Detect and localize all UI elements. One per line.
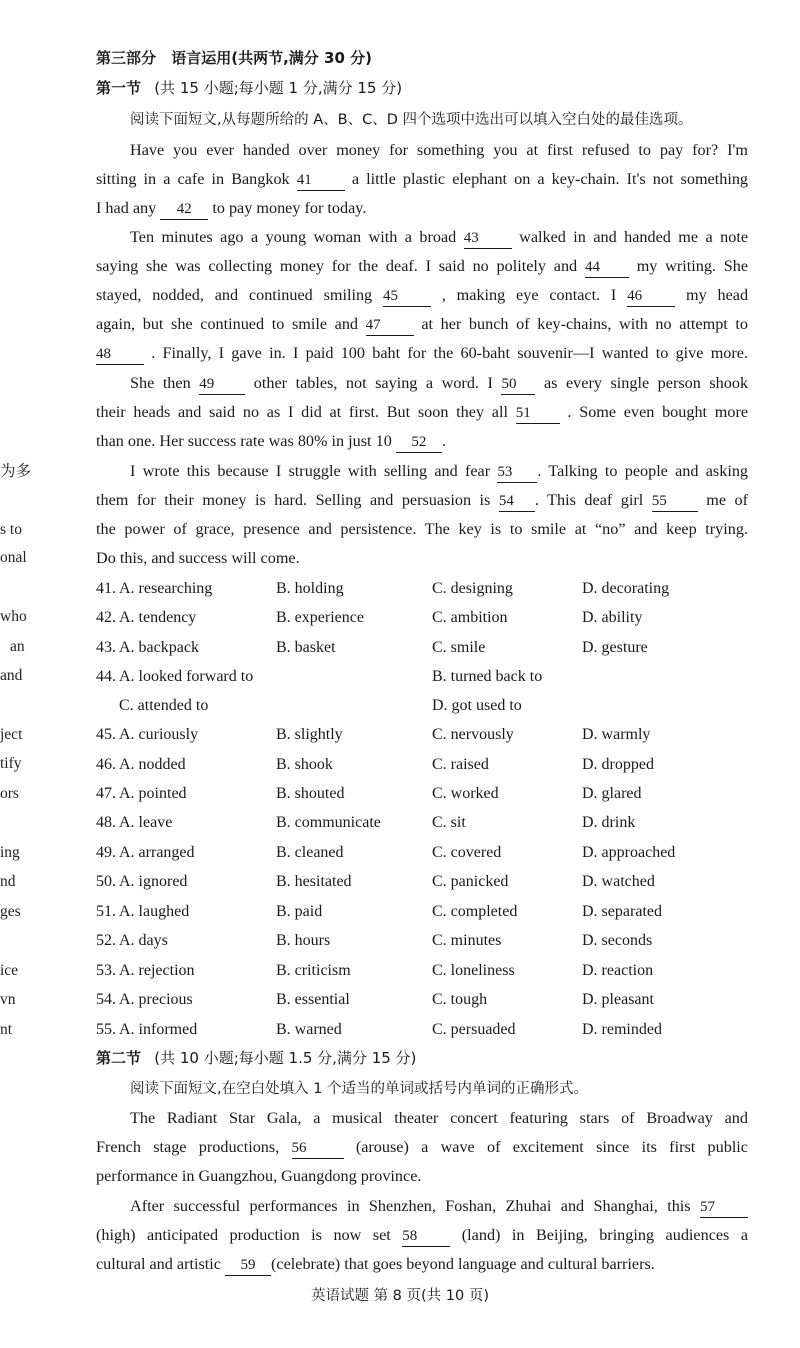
passage-line: Have you ever handed over money for something you at first refused to pay for? I'm (130, 141, 748, 159)
blank-50: 50 (501, 374, 535, 395)
option-d: D. ability (582, 609, 643, 626)
part-meta: (共 15 小题;每小题 1 分,满分 15 分) (154, 79, 403, 97)
option-b: B. experience (276, 609, 364, 626)
passage-line: them for their money is hard. Selling and persuasion is 54 . This deaf girl 55 me of (96, 486, 748, 515)
option-number: 44. (96, 668, 116, 685)
option-c: C. raised (432, 756, 489, 773)
option-c: C. designing (432, 580, 513, 597)
blank-47: 47 (366, 315, 414, 336)
option-number: 48. (96, 814, 116, 831)
option-a: A. laughed (119, 903, 190, 920)
passage-line: cultural and artistic 59 (celebrate) that goes beyond language and cultural barriers. (96, 1250, 748, 1279)
option-c: C. panicked (432, 873, 509, 890)
section-meta: 语言运用(共两节,满分 30 分) (171, 49, 372, 67)
option-b: B. basket (276, 639, 336, 656)
option-d: D. reminded (582, 1021, 662, 1038)
option-a: A. pointed (119, 785, 187, 802)
blank-53: 53 (497, 462, 537, 483)
option-b: B. essential (276, 991, 350, 1008)
option-d: D. seconds (582, 932, 653, 949)
option-a: A. researching (119, 580, 213, 597)
option-number: 54. (96, 991, 116, 1008)
option-a: A. leave (119, 814, 173, 831)
part1-title (96, 74, 748, 103)
blank-52: 52 (396, 432, 442, 453)
part-label: 第一节 (96, 79, 142, 97)
passage-line: sitting in a cafe in Bangkok 41 a little plastic elephant on a key-chain. It's not something (96, 165, 748, 194)
option-d: D. pleasant (582, 991, 654, 1008)
option-number: 43. (96, 639, 116, 656)
margin-fragment: ors (0, 785, 19, 802)
passage-line: After successful performances in Shenzhen, Foshan, Zhuhai and Shanghai, this 57 (130, 1192, 748, 1221)
blank-41: 41 (297, 170, 345, 191)
option-c: C. minutes (432, 932, 502, 949)
margin-fragment: vn (0, 991, 16, 1008)
passage-line: stayed, nodded, and continued smiling 45 , making eye contact. I 46 my head (96, 281, 748, 310)
option-b: B. shook (276, 756, 333, 773)
passage-line: Ten minutes ago a young woman with a broad 43 walked in and handed me a note (130, 223, 748, 252)
margin-fragment: onal (0, 549, 27, 566)
option-number: 53. (96, 962, 116, 979)
option-a: A. rejection (119, 962, 195, 979)
option-a: A. arranged (119, 844, 195, 861)
blank-46: 46 (627, 286, 675, 307)
blank-55: 55 (652, 491, 698, 512)
margin-fragment: ing (0, 844, 20, 861)
passage-line: I had any 42 to pay money for today. (96, 194, 748, 223)
option-c: C. loneliness (432, 962, 515, 979)
option-d: D. warmly (582, 726, 651, 743)
option-d: D. approached (582, 844, 676, 861)
option-c: C. sit (432, 814, 466, 831)
passage-line: (high) anticipated production is now set 58 (land) in Beijing, bringing audiences a (96, 1221, 748, 1250)
option-b: B. slightly (276, 726, 343, 743)
part-label: 第二节 (96, 1049, 142, 1067)
part-meta: (共 10 小题;每小题 1.5 分,满分 15 分) (154, 1049, 417, 1067)
option-d: D. got used to (432, 697, 522, 714)
margin-fragment: ice (0, 962, 19, 979)
passage-line: their heads and said no as I did at first. But soon they all 51 . Some even bought more (96, 398, 748, 427)
blank-43: 43 (464, 228, 512, 249)
margin-fragment: s to (0, 521, 22, 538)
option-a: A. ignored (119, 873, 188, 890)
passage-line: Do this, and success will come. (96, 549, 300, 567)
option-c: C. covered (432, 844, 502, 861)
blank-48: 48 (96, 344, 144, 365)
option-a: A. backpack (119, 639, 199, 656)
blank-44: 44 (585, 257, 629, 278)
blank-49: 49 (199, 374, 245, 395)
option-d: D. watched (582, 873, 655, 890)
option-number: 52. (96, 932, 116, 949)
passage-line: saying she was collecting money for the deaf. I said no politely and 44 my writing. She (96, 252, 748, 281)
option-c: C. ambition (432, 609, 508, 626)
blank-59: 59 (225, 1255, 271, 1276)
section-title (96, 44, 748, 73)
option-number: 47. (96, 785, 116, 802)
option-d: D. dropped (582, 756, 654, 773)
passage-line: 48 . Finally, I gave in. I paid 100 baht for the 60-baht souvenir—I wanted to give more. (96, 339, 748, 368)
part1-instructions: 阅读下面短文,从每题所给的 A、B、C、D 四个选项中选出可以填入空白处的最佳选项。 (130, 112, 693, 128)
option-d: D. drink (582, 814, 636, 831)
option-c: C. tough (432, 991, 488, 1008)
option-b: B. communicate (276, 814, 381, 831)
option-c: C. nervously (432, 726, 514, 743)
option-a: A. looked forward to (119, 668, 254, 685)
option-b: B. hesitated (276, 873, 352, 890)
part2-title (96, 1044, 748, 1073)
blank-54: 54 (499, 491, 535, 512)
option-d: D. gesture (582, 639, 648, 656)
margin-fragment: an (10, 638, 25, 655)
option-number: 41. (96, 580, 116, 597)
passage-line: She then 49 other tables, not saying a word. I 50 as every single person shook (130, 369, 748, 398)
option-number: 45. (96, 726, 116, 743)
option-c: C. persuaded (432, 1021, 516, 1038)
blank-45: 45 (383, 286, 431, 307)
blank-42: 42 (160, 199, 208, 220)
passage-line: The Radiant Star Gala, a musical theater concert featuring stars of Broadway and (130, 1109, 748, 1127)
option-b: B. paid (276, 903, 323, 920)
page-footer: 英语试题 第 8 页(共 10 页) (310, 1288, 490, 1304)
blank-57: 57 (700, 1197, 748, 1218)
margin-fragment: ges (0, 903, 21, 920)
margin-fragment: 为多 (0, 463, 32, 480)
option-b: B. turned back to (432, 668, 543, 685)
option-number: 51. (96, 903, 116, 920)
passage-line: I wrote this because I struggle with selling and fear 53 . Talking to people and asking (130, 457, 748, 486)
passage-line: again, but she continued to smile and 47 at her bunch of key-chains, with no attempt to (96, 310, 748, 339)
margin-fragment: who (0, 608, 27, 625)
margin-fragment: and (0, 667, 23, 684)
option-number: 55. (96, 1021, 116, 1038)
passage-line: the power of grace, presence and persistence. The key is to smile at “no” and keep trying. (96, 520, 748, 538)
margin-fragment: nd (0, 873, 16, 890)
option-d: D. decorating (582, 580, 670, 597)
option-b: B. warned (276, 1021, 342, 1038)
option-a: A. informed (119, 1021, 198, 1038)
blank-56: 56 (292, 1138, 344, 1159)
passage-line: performance in Guangzhou, Guangdong province. (96, 1167, 422, 1185)
option-number: 50. (96, 873, 116, 890)
passage-line: French stage productions, 56 (arouse) a wave of excitement since its first public (96, 1133, 748, 1162)
option-c: C. attended to (119, 697, 209, 714)
blank-58: 58 (402, 1226, 450, 1247)
blank-51: 51 (516, 403, 560, 424)
margin-fragment: tify (0, 755, 22, 772)
section-label: 第三部分 (96, 49, 157, 67)
option-a: A. curiously (119, 726, 199, 743)
passage-line: than one. Her success rate was 80% in just 10 52 . (96, 427, 748, 456)
option-c: C. smile (432, 639, 486, 656)
option-b: B. criticism (276, 962, 351, 979)
option-b: B. shouted (276, 785, 345, 802)
option-c: C. completed (432, 903, 518, 920)
option-b: B. cleaned (276, 844, 344, 861)
option-a: A. days (119, 932, 168, 949)
margin-fragment: nt (0, 1021, 13, 1038)
option-b: B. holding (276, 580, 344, 597)
option-d: D. separated (582, 903, 662, 920)
option-c: C. worked (432, 785, 499, 802)
option-a: A. nodded (119, 756, 186, 773)
option-a: A. tendency (119, 609, 197, 626)
option-a: A. precious (119, 991, 193, 1008)
option-number: 49. (96, 844, 116, 861)
option-b: B. hours (276, 932, 331, 949)
option-number: 42. (96, 609, 116, 626)
margin-fragment: ject (0, 726, 23, 743)
option-d: D. glared (582, 785, 642, 802)
option-number: 46. (96, 756, 116, 773)
part2-instructions: 阅读下面短文,在空白处填入 1 个适当的单词或括号内单词的正确形式。 (130, 1081, 589, 1097)
option-d: D. reaction (582, 962, 654, 979)
